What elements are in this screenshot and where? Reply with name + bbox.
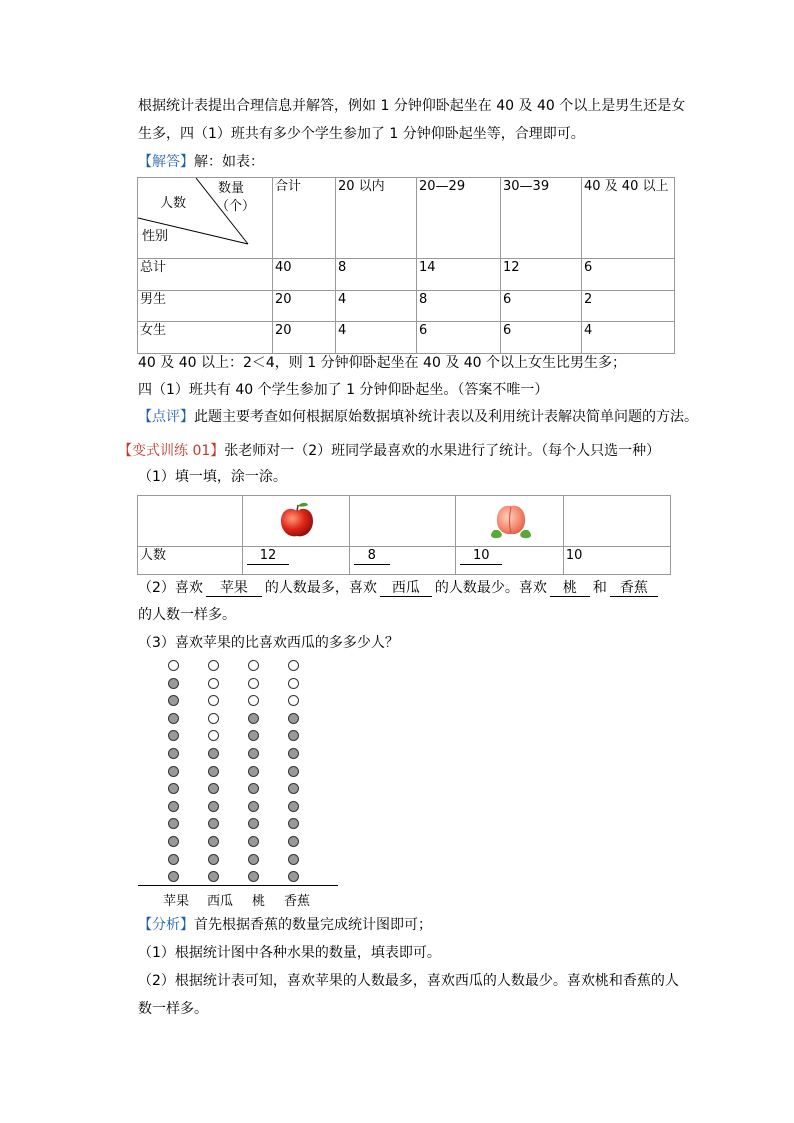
filled-dot [208,766,219,777]
table-row [138,291,675,322]
filled-dot [168,836,179,847]
table-cell: 2 [582,291,675,322]
table-cell: 4 [582,322,675,354]
peach-count: 10 [460,548,502,565]
fruit-pictograph [138,654,338,910]
table-cell: 14 [417,259,501,291]
analysis-tag: 【分析】 [138,917,194,933]
answer-equal-1: 桃 [550,580,590,597]
comment-tag: 【点评】 [138,409,194,425]
empty-dot [248,660,259,671]
filled-dot [208,748,219,759]
empty-dot [208,678,219,689]
filled-dot [248,854,259,865]
exercise-tag: 【变式训练 01】 [118,443,225,459]
corner-unit: （个） [216,199,256,214]
filled-dot [288,766,299,777]
question-2-line-2: 的人数一样多。 [138,607,236,623]
answer-line [138,152,264,172]
filled-dot [288,748,299,759]
empty-dot [288,695,299,706]
category-label: 香蕉 [284,894,311,909]
table-cell: 8 [336,259,417,291]
question-3: （3）喜欢苹果的比喜欢西瓜的多多少人？ [138,635,399,651]
filled-dot [248,871,259,882]
corner-people: 人数 [160,196,187,211]
category-label: 苹果 [163,894,190,909]
table-row [138,547,671,575]
filled-dot [248,801,259,812]
filled-dot [208,871,219,882]
exercise-text: 张老师对一（2）班同学最喜欢的水果进行了统计。（每个人只选一种） [224,443,661,459]
filled-dot [288,818,299,829]
header-cell: 20—29 [417,178,501,259]
filled-dot [168,695,179,706]
intro-line-1: 根据统计表提出合理信息并解答，例如 1 分钟仰卧起坐在 40 及 40 个以上是男生还是女 [138,98,686,114]
table-cell: 8 [417,291,501,322]
answer-text: 解：如表： [194,154,264,170]
analysis-text: 首先根据香蕉的数量完成统计图即可； [194,917,432,933]
filled-dot [248,766,259,777]
table-cell: 40 [273,259,336,291]
corner-gender: 性别 [142,229,169,244]
filled-dot [248,818,259,829]
filled-dot [248,730,259,741]
watermelon-count: 8 [354,548,390,565]
fruit-cell-peach [456,496,564,547]
filled-dot [168,748,179,759]
answer-most: 苹果 [206,580,262,597]
filled-dot [168,783,179,794]
empty-dot [288,660,299,671]
q2-text: 的人数最少。喜欢 [434,580,547,596]
apple-count: 12 [247,548,289,565]
table-row [138,322,675,354]
analysis-line-3: （2）根据统计表可知，喜欢苹果的人数最多，喜欢西瓜的人数最少。喜欢桃和香蕉的人 [138,973,679,989]
empty-dot [208,730,219,741]
conclusion-line-2: 四（1）班共有 40 个学生参加了 1 分钟仰卧起坐。（答案不唯一） [138,382,549,398]
q2-text: 的人数最多，喜欢 [264,580,377,596]
table-cell: 6 [501,291,582,322]
comment-text: 此题主要考查如何根据原始数据填补统计表以及利用统计表解决简单问题的方法。 [194,409,698,425]
q2-text: （2）喜欢 [138,580,203,596]
empty-dot [208,695,219,706]
banana-count: 10 [563,547,670,575]
filled-dot [168,801,179,812]
filled-dot [208,801,219,812]
peach-icon [488,500,534,540]
header-cell: 30—39 [501,178,582,259]
header-cell: 20 以内 [336,178,417,259]
empty-dot [208,660,219,671]
answer-least: 西瓜 [380,580,432,597]
question-2-line-1 [138,578,661,598]
category-label: 西瓜 [207,894,234,909]
header-cell: 合计 [273,178,336,259]
empty-dot [168,660,179,671]
analysis-line-2: （1）根据统计图中各种水果的数量，填表即可。 [138,945,441,961]
filled-dot [288,801,299,812]
table-cell: 20 [273,291,336,322]
analysis-line-1 [138,915,432,935]
fruit-cell-apple [243,496,350,547]
row-label: 女生 [138,322,273,354]
fruit-cell-watermelon [349,496,456,547]
category-label: 桃 [252,894,266,909]
table-cell: 6 [417,322,501,354]
empty-dot [208,713,219,724]
filled-dot [288,730,299,741]
filled-dot [288,854,299,865]
conclusion-line-1: 40 及 40 以上：2＜4，则 1 分钟仰卧起坐在 40 及 40 个以上女生比男生多； [138,355,627,371]
row-label: 男生 [138,291,273,322]
table-cell: 20 [273,322,336,354]
filled-dot [288,836,299,847]
filled-dot [168,854,179,865]
intro-line-2: 生多，四（1）班共有多少个学生参加了 1 分钟仰卧起坐等，合理即可。 [138,126,585,142]
corner-quantity: 数量 [218,181,245,196]
analysis-line-4: 数一样多。 [138,1001,208,1017]
table-cell: 4 [336,291,417,322]
filled-dot [208,854,219,865]
table-cell: 4 [336,322,417,354]
answer-tag: 【解答】 [138,154,194,170]
table-cell: 12 [501,259,582,291]
table-corner-cell [138,178,273,259]
filled-dot [168,713,179,724]
fruit-table [137,495,671,575]
header-cell: 40 及 40 以上 [582,178,675,259]
filled-dot [288,783,299,794]
chart-baseline [138,885,338,886]
filled-dot [168,871,179,882]
empty-dot [288,678,299,689]
filled-dot [168,730,179,741]
filled-dot [248,748,259,759]
q2-text: 和 [592,580,607,596]
filled-dot [248,783,259,794]
filled-dot [288,713,299,724]
filled-dot [248,713,259,724]
apple-icon [277,500,317,540]
question-1: （1）填一填，涂一涂。 [138,469,287,485]
filled-dot [208,836,219,847]
filled-dot [248,836,259,847]
stats-table [137,177,675,354]
empty-dot [248,695,259,706]
filled-dot [208,783,219,794]
filled-dot [168,818,179,829]
empty-dot [248,678,259,689]
answer-equal-2: 香蕉 [610,580,658,597]
empty-header-cell [138,496,243,547]
corner-diagonals [138,178,272,259]
filled-dot [208,818,219,829]
table-cell: 6 [501,322,582,354]
comment-line [138,407,698,427]
row-label: 总计 [138,259,273,291]
table-cell: 6 [582,259,675,291]
fruit-cell-banana [563,496,670,547]
row-label: 人数 [138,547,243,575]
filled-dot [168,766,179,777]
filled-dot [168,678,179,689]
table-row [138,259,675,291]
exercise-line [118,441,660,461]
filled-dot [288,871,299,882]
